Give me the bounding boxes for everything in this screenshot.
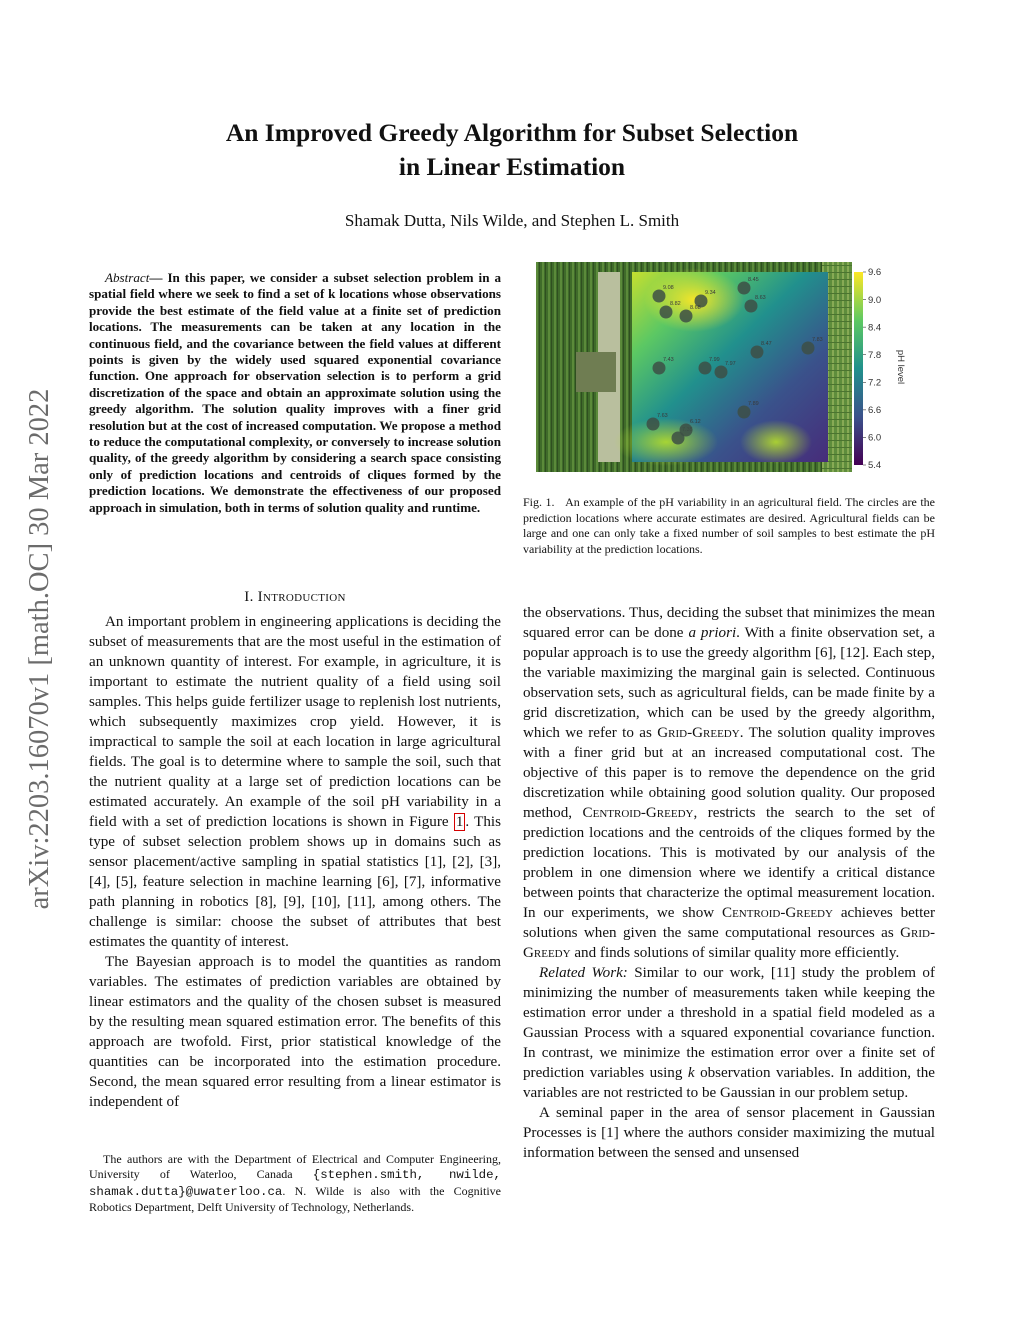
colorbar-tick-label: 8.4 <box>868 322 882 334</box>
introduction-body <box>89 612 501 1112</box>
author-list: Shamak Dutta, Nils Wilde, and Stephen L. Smith <box>344 211 680 230</box>
prediction-location-6 <box>680 310 693 323</box>
centroid-greedy-term: Centroid-Greedy <box>582 805 694 821</box>
prediction-location-12 <box>647 418 660 431</box>
prediction-location-11 <box>751 346 764 359</box>
footnote-text: The authors are with the Department of Electrical and Computer Engineering, University of Waterloo, Canada {stephen.smith, nwilde, shamak.dutta}@uwaterloo.ca. N. Wilde is also with the Cognitive Robotics Department, Delft University of Technology, Netherlands. <box>89 1152 501 1215</box>
caption-label: Fig. 1. <box>523 495 555 509</box>
author-emails: {stephen.smith, nwilde, shamak.dutta}@uwaterloo.ca <box>89 1168 501 1199</box>
figure-1 <box>536 262 936 472</box>
prediction-location-15 <box>680 424 693 437</box>
arxiv-id: arXiv:2203.16070v1 [math.OC] 30 Mar 2022 <box>24 388 55 910</box>
prediction-location-4 <box>660 306 673 319</box>
abstract-label: Abstract <box>105 270 150 285</box>
prediction-location-10 <box>715 366 728 379</box>
prediction-location-8 <box>653 362 666 375</box>
prediction-location-label: 7.83 <box>812 337 823 343</box>
right-column-body <box>523 603 935 1163</box>
sensor-placement-paragraph: A seminal paper in the area of sensor placement in Gaussian Processes is [1] where the authors consider maximizing the mutual information between the sensed and unsensed <box>523 1105 935 1161</box>
colorbar-ticks <box>863 267 881 471</box>
abstract <box>89 270 501 516</box>
prediction-location-label: 7.63 <box>657 413 668 419</box>
abstract-paragraph <box>89 270 501 516</box>
farm-structure <box>576 352 616 392</box>
colorbar-tick-label: 9.0 <box>868 294 882 306</box>
high-ph-region-south <box>614 418 718 466</box>
grid-greedy-term: Grid-Greedy <box>657 725 740 741</box>
prediction-location-label: 7.89 <box>748 401 759 407</box>
prediction-location-7 <box>802 342 815 355</box>
prediction-location-label: 8.63 <box>755 295 766 301</box>
colorbar-tick-label: 7.8 <box>868 349 882 361</box>
abstract-text: — In this paper, we consider a subset selection problem in a spatial field where we seek to find a set of k locations whose observations provide the best estimate of the field value at a finite set of prediction locations. The measurements can be taken at any location in the continuous field, and the covariance between the field values at different points is given by the widely used squared exponential covariance function. One approach for observation selection is to perform a grid discretization of the space and obtain an approximate solution using the greedy algorithm. The solution quality improves with a finer grid resolution but at the cost of increased computation. We propose a method to reduce the computational complexity, or conversely to increase solution quality, of the greedy algorithm by considering a search space consisting only of prediction locations and centroids of cliques formed by the prediction locations. We demonstrate the effectiveness of our proposed approach in simulation, both in terms of solution quality and runtime. <box>89 270 501 515</box>
caption-text: Fig. 1. An example of the pH variability in an agricultural field. The circles are the prediction locations where accurate estimates are desired. Agricultural fields can be large and one can only take a fixed number of soil samples to best estimate the pH variability at the prediction locations. <box>523 495 935 556</box>
ph-heatmap-figure <box>536 262 936 472</box>
prediction-location-label: 6.12 <box>690 419 701 425</box>
colorbar-tick-label: 7.2 <box>868 377 882 389</box>
prediction-location-label: 7.97 <box>725 361 736 367</box>
prediction-location-9 <box>699 362 712 375</box>
intro-paragraph-1: An important problem in engineering applications is deciding the subset of measurements that are the most useful in the estimation of an unknown quantity of interest. For example, in agriculture, it is important to estimate the nutrient quality of a field using soil samples. This helps guide fertilizer usage to replenish lost nutrients, which subsequently maximizes crop yield. However, it is impractical to sample the soil at each location in large agricultural fields. The goal is to determine where to sample the soil, such that the nutrient quality at a large set of prediction locations can be estimated accurately. An example of the soil pH variability in a field with a set of prediction locations is shown in Figure 1 . This type of subset selection problem shows up in domains such as sensor placement/active sampling in spatial statistics [1], [2], [3], [4], [5], feature selection in machine learning [6], [7], informative path planning in robotics [8], [9], [10], [11], among others. The challenge is similar: choose the subset of attributes that best estimates the quantity of interest. <box>89 614 501 950</box>
intro-paragraph-2: The Bayesian approach is to model the quantities as random variables. The estimates of prediction variables are obtained by linear estimators and the quality of the chosen subset is measured by the resulting mean squared estimation error. The benefits of this approach are twofold. First, prior statistical knowledge of the quantities can be incorporated into the estimation procedure. Second, the mean squared error resulting from a linear estimator is independent of <box>89 954 501 1110</box>
related-work-paragraph: Related Work: Similar to our work, [11] study the problem of minimizing the number of measurements taken while keeping the estimation error under a threshold in a spatial field modeled as a Gaussian Process with a squared exponential covariance function. In contrast, we minimize the estimation error over a finite set of prediction variables using k observation variables. In addition, the variables are not restricted to be Gaussian in our problem setup. <box>523 965 935 1101</box>
high-ph-region-southeast <box>740 420 812 464</box>
title-line-2: in Linear Estimation <box>398 152 626 181</box>
section-heading-introduction: I. Introduction <box>244 589 346 605</box>
prediction-location-label: 9.08 <box>663 285 674 291</box>
related-work-label: Related Work: <box>539 965 628 981</box>
continued-paragraph: the observations. Thus, deciding the subset that minimizes the mean squared error can be done a priori. With a finite observation set, a popular approach is to use the greedy algorithm [6], [12]. Each step, the variable maximizing the marginal gain is selected. Continuous observation sets, such as agricultural fields, can be made finite by a grid discretization, which can be used by the greedy algorithm, which we refer to as Grid-Greedy. The solution quality improves with a finer grid but at an increased computational cost. The objective of this paper is to remove the dependence on the grid discretization while obtaining good solution quality. Our proposed method, Centroid-Greedy, restricts the search to the set of prediction locations and the centroids of the cliques formed by the prediction locations. This is motivated by our analysis of the problem in one dimension where we identify a critical distance between points that characterize the optimal measurement location. In our experiments, we show Centroid-Greedy achieves better solutions when given the same computational resources as Grid-Greedy and finds solutions of similar quality more efficiently. <box>523 605 935 961</box>
arxiv-stamp <box>20 340 60 958</box>
colorbar-tick-label: 5.4 <box>868 460 882 472</box>
colorbar <box>854 272 863 465</box>
prediction-location-label: 7.43 <box>663 357 674 363</box>
prediction-location-label: 8.47 <box>761 341 772 347</box>
prediction-location-1 <box>738 282 751 295</box>
prediction-location-label: 8.68 <box>690 305 701 311</box>
prediction-location-label: 8.82 <box>670 301 681 307</box>
colorbar-tick-label: 6.6 <box>868 405 882 417</box>
prediction-location-5 <box>745 300 758 313</box>
prediction-location-2 <box>653 290 666 303</box>
paper-title <box>150 116 874 184</box>
author-footnote <box>89 1152 501 1216</box>
prediction-location-13 <box>738 406 751 419</box>
figure-reference-link[interactable]: 1 <box>455 814 464 830</box>
title-line-1: An Improved Greedy Algorithm for Subset Selection <box>225 118 799 147</box>
colorbar-tick-label: 6.0 <box>868 432 882 444</box>
colorbar-tick-label: 9.6 <box>868 267 882 279</box>
prediction-location-label: 9.34 <box>705 290 716 296</box>
colorbar-label: pH level <box>895 349 906 385</box>
figure-1-caption <box>523 495 935 557</box>
prediction-location-label: 8.45 <box>748 277 759 283</box>
prediction-location-label: 7.99 <box>709 357 720 363</box>
